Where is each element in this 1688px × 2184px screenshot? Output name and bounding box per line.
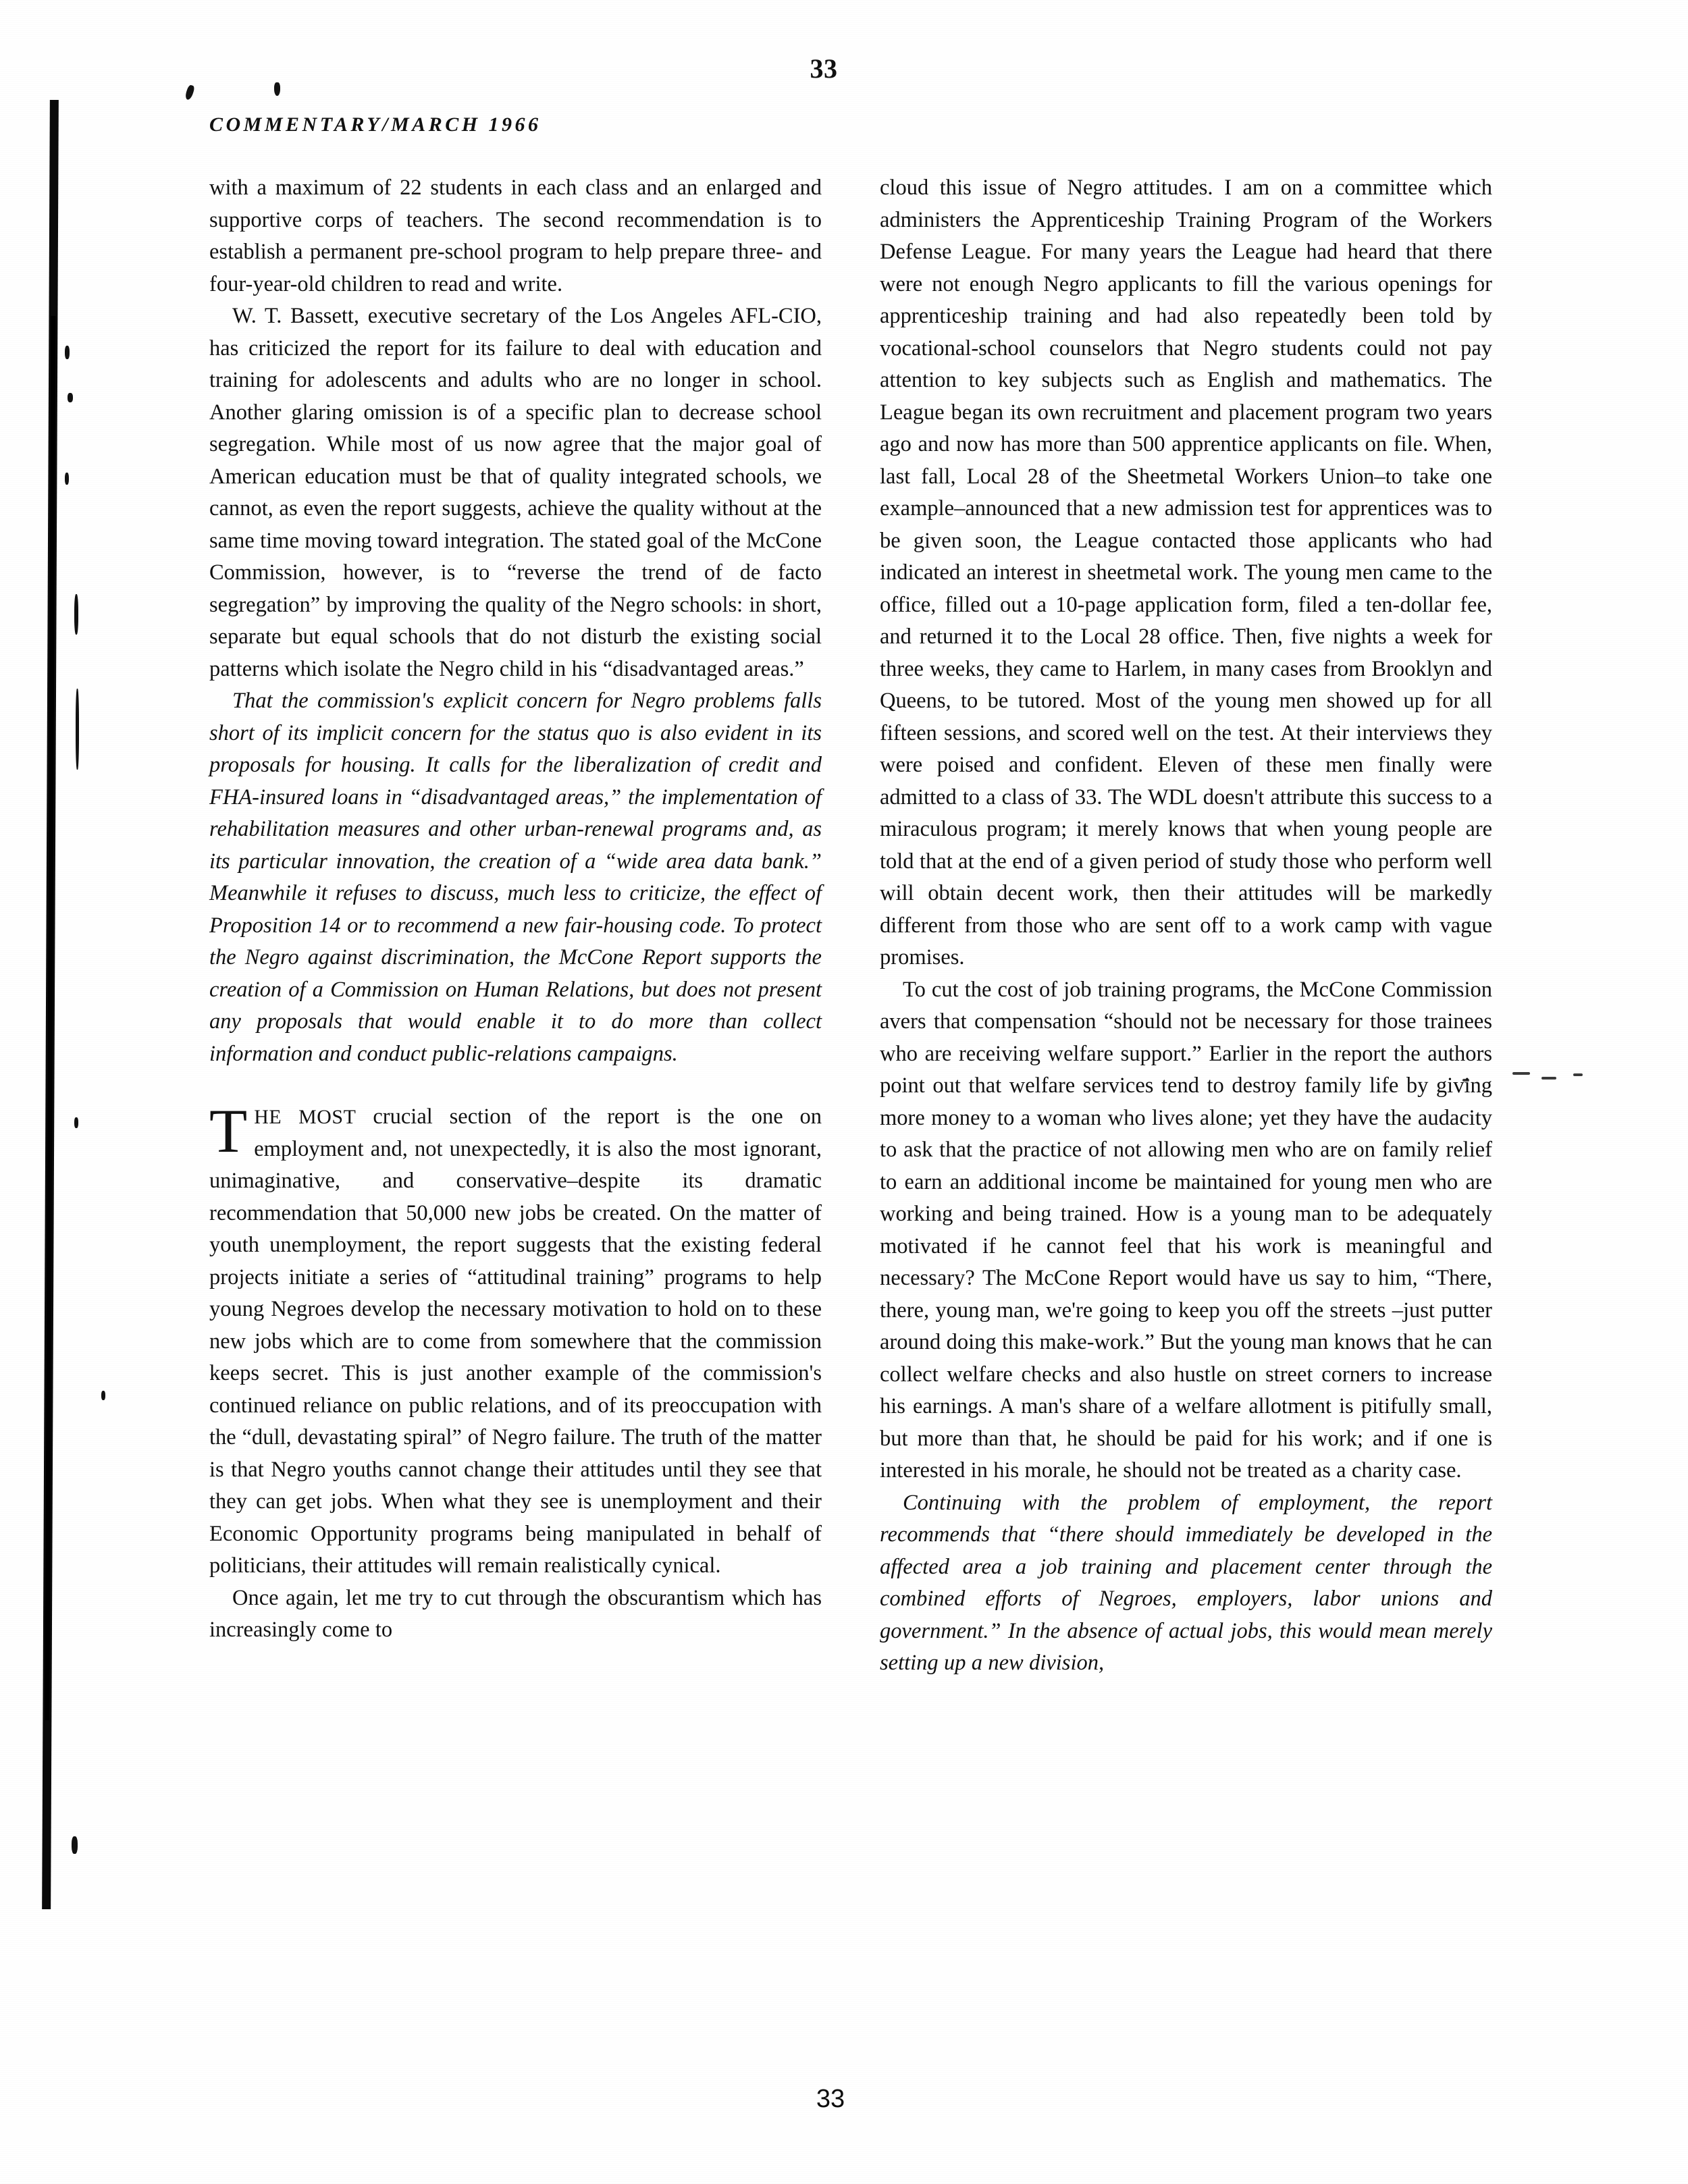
scan-speck [184, 84, 195, 101]
scan-fleck [101, 1391, 105, 1400]
scan-fleck [65, 473, 69, 485]
drop-cap: T [209, 1096, 248, 1165]
scan-fleck [74, 1117, 78, 1128]
scan-fleck [68, 393, 73, 402]
paragraph: with a maximum of 22 students in each class and an enlarged and supportive corps of teachers. The second recommendation is to establish a permanent pre-school program to help prepare three- and four-year-old children to read and write. [209, 176, 822, 296]
scan-fleck [74, 594, 78, 635]
paragraph-text: crucial section of the report is the one on employment and, not unexpectedly, it is also the most ignorant, unimaginative, and conservative–despite its dramatic recommendation that 50,000 new jobs be created. On the matter of youth unemployment, the report suggests that the existing federal projects initiate a series of “attitudinal training” programs to help young Negroes develop the necessary motivation to hold on to these new jobs which are to come from somewhere that the commission keeps secret. This is just another example of the commission's continued reliance on public relations, and of its preoccupation with the “dull, devastating spiral” of Negro failure. The truth of the matter is that Negro youths cannot change their attitudes until they see that they can get jobs. When what they see is unemployment and their Economic Opportunity programs being manipulated in behalf of politicians, their attitudes will remain realistically cynical. [209, 1104, 822, 1578]
paragraph: cloud this issue of Negro attitudes. I am on a committee which administers the Apprenticeship Training Program of the Workers Defense League. For many years the League had heard that there were not enough Negro applicants to fill the various openings for apprenticeship training and had also repeatedly been told by vocational-school counselors that Negro students could not pay attention to key subjects such as English and mathematics. The League began its own recruitment and placement program two years ago and now has more than 500 apprentice applicants on file. When, last fall, Local 28 of the Sheetmetal Workers Union–to take one example–announced that a new admission test for apprentices was to be given soon, the League contacted those applicants who had indicated an interest in sheetmetal work. The young men came to the office, filled out a 10-page application form, filed a ten-dollar fee, and returned it to the Local 28 office. Then, five nights a week for three weeks, they came to Harlem, in many cases from Brooklyn and Queens, to be tutored. Most of the young men showed up for all fifteen sessions, and scored well on the test. At their interviews they were poised and confident. Eleven of these men finally were admitted to a class of 33. The WDL doesn't attribute this success to a miraculous program; it merely knows that when young people are told that at the end of a given period of study those who perform well will obtain decent work, then their attitudes will be markedly different from those who are sent off to a work camp with vague promises. [880, 176, 1492, 969]
paragraph: Continuing with the problem of employment, the report recommends that “there should immediately be developed in the affected area a job training and placement center through the combined efforts of Negroes, employers, labor unions and government.” In the absence of actual jobs, this would mean merely setting up a new division, [880, 1490, 1492, 1675]
margin-scan-dash [1512, 1072, 1530, 1075]
paragraph: W. T. Bassett, executive secretary of the Los Angeles AFL-CIO, has criticized the report for its failure to deal with education and training for adolescents and adults who are no longer in school. Another glaring omission is of a specific plan to decrease school segregation. While most of us now agree that the major goal of American education must be that of quality integrated schools, we cannot, as even the report suggests, achieve the quality without at the same time moving toward integration. The stated goal of the McCone Commission, however, is to “reverse the trend of de facto segregation” by improving the quality of the Negro schools: in short, separate but equal schools that do not disturb the existing social patterns which isolate the Negro child in his “disadvantaged areas.” [209, 304, 822, 681]
scan-speck [274, 82, 280, 96]
scan-fleck [76, 689, 79, 770]
margin-scan-dash [1541, 1077, 1556, 1080]
scan-fleck [65, 346, 70, 359]
scan-fleck [72, 1836, 78, 1854]
page-number-top: 33 [810, 53, 838, 84]
margin-scan-dash [1573, 1073, 1583, 1076]
paragraph: That the commission's explicit concern for Negro problems falls short of its implicit concern for the status quo is also evident in its proposals for housing. It calls for the liberalization of credit and FHA-insured loans in “disadvantaged areas,” the implementation of rehabilitation measures and other urban-renewal programs and, as its particular innovation, the creation of a “wide area data bank.” Meanwhile it refuses to discuss, much less to criticize, the effect of Proposition 14 or to recommend a new fair-housing code. To protect the Negro against discrimination, the McCone Report supports the creation of a Commission on Human Relations, but does not present any proposals that would enable it to do more than collect information and conduct public-relations campaigns. [209, 689, 822, 1066]
running-head: COMMENTARY/MARCH 1966 [209, 113, 542, 136]
article-body [209, 172, 1492, 1680]
paragraph: Once again, let me try to cut through the obscurantism which has increasingly come to [209, 1585, 822, 1642]
left-column [209, 172, 822, 1680]
page-number-bottom: 33 [816, 2085, 845, 2113]
opening-small-caps: HE MOST [254, 1106, 357, 1128]
right-column [880, 172, 1492, 1680]
paragraph-with-dropcap [209, 1096, 822, 1582]
paragraph: To cut the cost of job training programs, the McCone Commission avers that compensation “should not be necessary for those trainees who are receiving welfare support.” Earlier in the report the authors point out that welfare services tend to destroy family life by giving more money to a woman who lives alone; yet they have the audacity to ask that the practice of not allowing men who are on family relief to earn an additional income be maintained for young men who are working and being trained. How is a young man to be adequately motivated if he cannot feel that his work is meaningful and necessary? The McCone Report would have us say to him, “There, there, young man, we're going to keep you off the streets –just putter around doing this make-work.” But the young man knows that he can collect welfare checks and also hustle on street corners to increase his earnings. A man's share of a welfare allotment is pitifully small, but more than that, he should be paid for his work; and if one is interested in his morale, he should not be treated as a charity case. [880, 977, 1492, 1483]
binding-edge-artifact [42, 100, 59, 1909]
